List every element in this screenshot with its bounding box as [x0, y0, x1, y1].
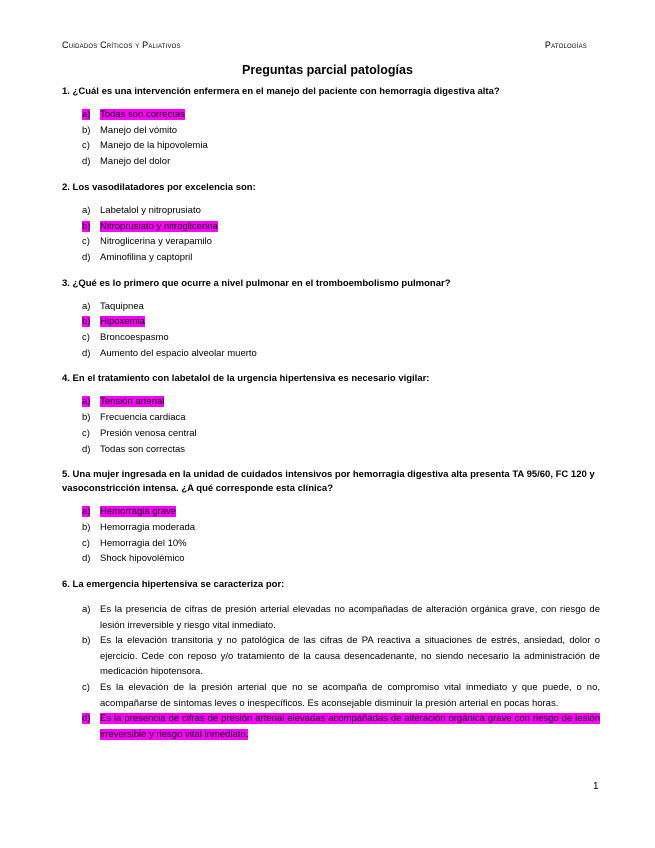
- option-letter: d): [82, 713, 91, 725]
- option-letter: b): [82, 316, 91, 328]
- option-c: [62, 330, 600, 346]
- option-a: [62, 504, 600, 520]
- option-text: Aumento del espacio alveolar muerto: [100, 347, 257, 359]
- option-text: Hemorragia grave: [100, 506, 177, 518]
- option-text: Nitroglicerina y verapamilo: [100, 236, 212, 248]
- option-d: [62, 346, 600, 362]
- option-text: Tensión arterial: [100, 396, 165, 408]
- question-2: [62, 181, 600, 266]
- option-text: Es la presencia de cifras de presión arterial elevadas no acompañadas de alteración orgánica grave, con riesgo de lesión irreversible y riesgo vital inmediato.: [100, 604, 600, 631]
- question-1: [62, 85, 600, 170]
- option-a: [62, 299, 600, 315]
- option-letter: d): [82, 443, 91, 455]
- option-text: Manejo del vómito: [100, 124, 178, 136]
- option-letter: c): [82, 537, 90, 549]
- option-letter: a): [82, 396, 91, 408]
- question-text: 4. En el tratamiento con labetalol de la urgencia hipertensiva es necesario vigilar:: [62, 373, 430, 385]
- option-letter: b): [82, 124, 91, 136]
- question-text: 5. Una mujer ingresada en la unidad de cuidados intensivos por hemorragia digestiva alta presenta TA 95/60, FC 120 y vasoconstricción intensa. ¿A qué corresponde esta clínica?: [62, 469, 595, 495]
- question-5: [62, 468, 600, 567]
- option-text: Es la presencia de cifras de presión arterial elevadas acompañadas de alteración orgánica grave con riesgo de lesión irreversible y riesgo vital inmediato.: [100, 713, 600, 740]
- option-letter: d): [82, 156, 91, 168]
- option-text: Labetalol y nitroprusiato: [100, 204, 201, 216]
- option-letter: d): [82, 251, 91, 263]
- option-d: [62, 442, 600, 458]
- option-letter: a): [82, 604, 91, 616]
- option-letter: a): [82, 300, 91, 312]
- question-text: 1. ¿Cuál es una intervención enfermera en el manejo del paciente con hemorragia digestiva alta?: [62, 86, 500, 97]
- option-text: Taquipnea: [100, 300, 144, 312]
- option-b: [62, 520, 600, 536]
- option-letter: d): [82, 553, 91, 565]
- option-text: Todas son correctas: [100, 109, 186, 120]
- option-text: Hemorragia moderada: [100, 521, 196, 533]
- option-c: [62, 680, 600, 711]
- option-a: [62, 107, 600, 123]
- option-letter: c): [82, 236, 90, 248]
- page-number: 1: [593, 781, 599, 792]
- option-text: Hipoxemia: [100, 316, 145, 328]
- option-b: [62, 123, 600, 139]
- option-text: Es la elevación de la presión arterial que no se acompaña de compromiso vital inmediato y que puede, o no, acompañarse de síntomas leves o inespecíficos. Es aconsejable disminuir la presión arterial en pocas horas.: [100, 682, 600, 709]
- option-d: [62, 551, 600, 567]
- option-b: [62, 633, 600, 680]
- option-c: [62, 426, 600, 442]
- options-list: [62, 602, 600, 742]
- option-b: [62, 410, 600, 426]
- question-list: [62, 85, 600, 753]
- option-text: Frecuencia cardiaca: [100, 412, 186, 424]
- option-letter: b): [82, 521, 91, 533]
- option-d: [62, 250, 600, 266]
- option-text: Manejo del dolor: [100, 156, 171, 168]
- option-letter: b): [82, 412, 91, 424]
- option-text: Hemorragia del 10%: [100, 537, 187, 549]
- options-list: [62, 504, 600, 567]
- option-text: Presión venosa central: [100, 427, 197, 439]
- option-letter: b): [82, 220, 91, 232]
- option-text: Todas son correctas: [100, 443, 186, 455]
- option-b: [62, 219, 600, 235]
- header-left: Cuidados Críticos y Paliativos: [62, 40, 181, 50]
- option-text: Es la elevación transitoria y no patológica de las cifras de PA reactiva a situaciones de estrés, ansiedad, dolor o ejercicio. Cede con reposo y/o tratamiento de la causa desencadenante, no siendo necesario la administración de medicación hipotensora.: [100, 635, 600, 678]
- option-d: [62, 711, 600, 742]
- option-letter: a): [82, 109, 91, 120]
- option-letter: a): [82, 204, 91, 216]
- option-text: Aminofilina y captopril: [100, 251, 193, 263]
- option-letter: c): [82, 682, 90, 694]
- question-3: [62, 277, 600, 362]
- option-letter: c): [82, 427, 90, 439]
- option-letter: c): [82, 332, 90, 344]
- option-text: Manejo de la hipovolemia: [100, 140, 208, 152]
- header-right: Patologías: [544, 40, 587, 50]
- question-text: 6. La emergencia hipertensiva se caracteriza por:: [62, 579, 285, 591]
- option-letter: b): [82, 635, 91, 647]
- options-list: [62, 299, 600, 362]
- page-title: Preguntas parcial patologías: [242, 63, 413, 77]
- option-letter: d): [82, 347, 91, 359]
- option-a: [62, 602, 600, 633]
- question-text: 2. Los vasodilatadores por excelencia son:: [62, 181, 256, 193]
- option-letter: c): [82, 140, 90, 152]
- option-text: Shock hipovolémico: [100, 553, 185, 565]
- option-c: [62, 138, 600, 154]
- question-text: 3. ¿Qué es lo primero que ocurre a nivel pulmonar en el tromboembolismo pulmonar?: [62, 277, 451, 289]
- option-letter: a): [82, 506, 91, 518]
- option-text: Broncoespasmo: [100, 332, 169, 344]
- question-6: [62, 578, 600, 742]
- option-text: Nitroprusiato y nitroglicerina: [100, 220, 218, 232]
- option-a: [62, 203, 600, 219]
- option-c: [62, 234, 600, 250]
- option-a: [62, 394, 600, 410]
- options-list: [62, 107, 600, 170]
- page-header: [62, 40, 587, 50]
- option-c: [62, 536, 600, 552]
- options-list: [62, 203, 600, 266]
- question-4: [62, 372, 600, 457]
- option-b: [62, 314, 600, 330]
- option-d: [62, 154, 600, 170]
- options-list: [62, 394, 600, 457]
